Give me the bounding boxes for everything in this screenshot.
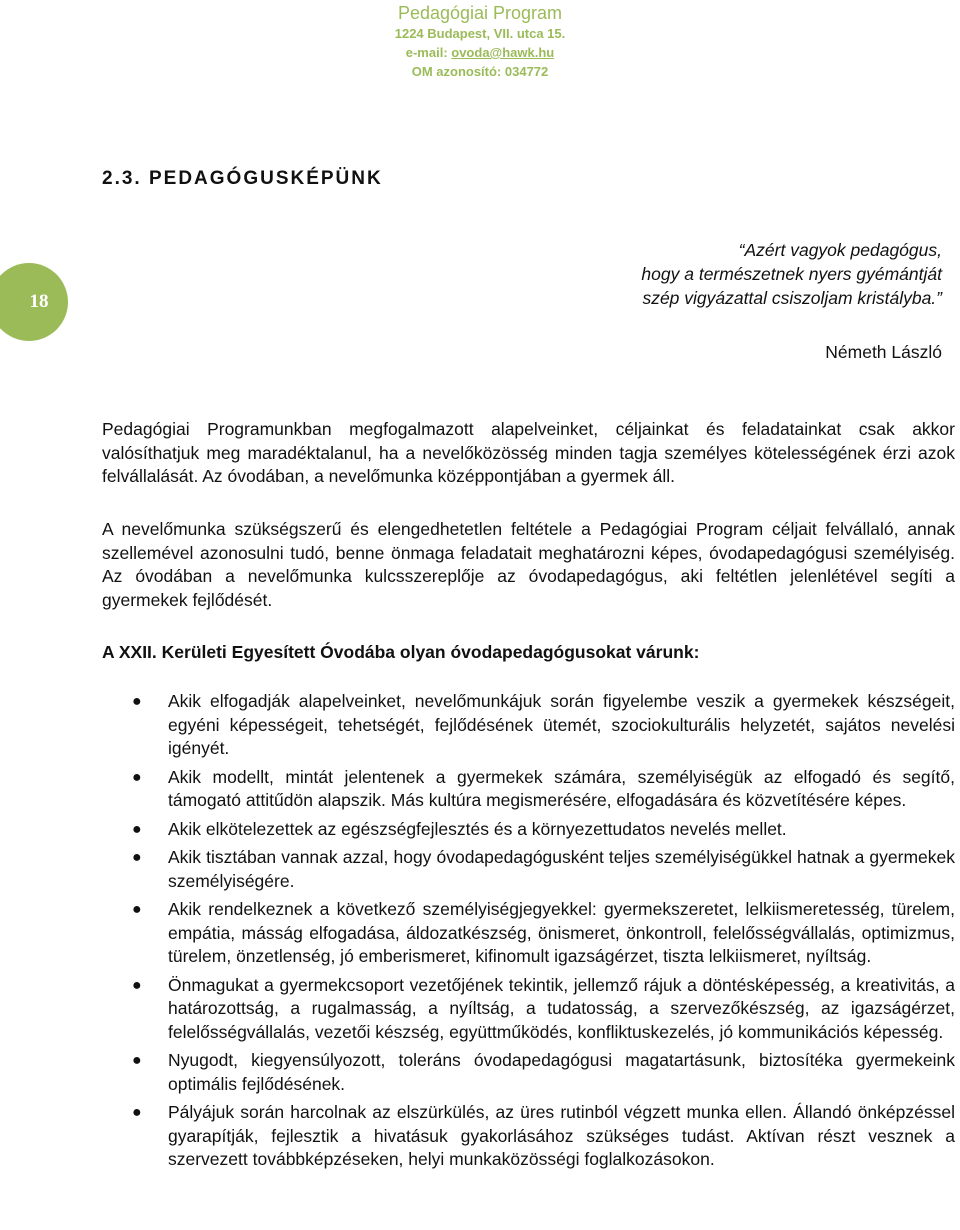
list-heading: A XXII. Kerületi Egyesített Óvodába olyan óvodapedagógusokat várunk: xyxy=(102,642,700,662)
quote-line: szép vigyázattal csiszoljam kristályba.” xyxy=(642,288,942,308)
page-number-badge xyxy=(0,263,68,341)
paragraph-intro: Pedagógiai Programunkban megfogalmazott alapelveinket, céljainkat és feladatainkat csak akkor valósíthatjuk meg maradéktalanul, ha a nevelőközösség minden tagja személyes kötelességének érzi azok felvállalását. Az óvodában, a nevelőmunka középpontjában a gyermek áll. xyxy=(102,419,955,486)
list-item-text: Pályájuk során harcolnak az elszürkülés, az üres rutinból végzett munka ellen. Állandó önképzéssel gyarapítják, fejlesztik a hivatásuk gyakorlásához szükséges tudást. Aktívan részt vesznek a szervezett továbbképzéseken, helyi munkaközösségi foglalkozásokon. xyxy=(168,1102,955,1169)
bullet-icon: ● xyxy=(132,1052,142,1069)
quote-line: “Azért vagyok pedagógus, xyxy=(738,240,942,260)
bullet-icon: ● xyxy=(132,768,142,786)
page-header xyxy=(0,2,960,81)
list-item-text: Akik elfogadják alapelveinket, nevelőmunkájuk során figyelembe veszik a gyermekek készségeit, egyéni képességeit, tehetségét, fejlődésének ütemét, szociokulturális helyzetét, sajátos nevelési igényét. xyxy=(168,691,955,758)
quote-line: hogy a természetnek nyers gyémántját xyxy=(641,264,942,284)
header-om-id: OM azonosító: 034772 xyxy=(411,64,549,79)
header-email-link[interactable]: ovoda@hawk.hu xyxy=(451,45,555,60)
list-item-text: Akik rendelkeznek a következő személyiségjegyekkel: gyermekszeretet, lelkiismeretesség, türelem, empátia, másság elfogadása, áldozatkészség, önismeret, önkontroll, felelősségvállalás, optimizmus, türelem, önzetlenség, jó emberismeret, kifinomult igazságérzet, tiszta lelkiismeret, nyíltság. xyxy=(168,899,955,966)
list-item xyxy=(102,690,955,761)
bullet-icon: ● xyxy=(132,976,142,994)
bullet-icon: ● xyxy=(132,901,142,918)
list-item xyxy=(102,898,955,969)
list-item xyxy=(102,974,955,1045)
page-number: 18 xyxy=(29,291,49,312)
list-item-text: Akik modellt, mintát jelentenek a gyermekek számára, személyiségük az elfogadó és segítő, támogató attitűdön alapszik. Más kultúra megismerésére, elfogadására és közvetítésére képes. xyxy=(168,766,955,810)
list-item-text: Akik elkötelezettek az egészségfejlesztés és a környezettudatos nevelés mellet. xyxy=(168,818,787,839)
quote-author: Németh László xyxy=(825,342,942,362)
list-item xyxy=(102,818,955,842)
header-title: Pedagógiai Program xyxy=(397,3,563,23)
header-address: 1224 Budapest, VII. utca 15. xyxy=(394,26,566,41)
list-item-text: Önmagukat a gyermekcsoport vezetőjének tekintik, jellemző rájuk a döntésképesség, a kreativitás, a határozottság, a rugalmasság, a nyíltság, a tudatosság, a szervezőkészség, az igazságérzet, felelősségvállalás, vezetői készség, együttműködés, konfliktuskezelés, jó kommunikációs képesség. xyxy=(168,974,955,1042)
bullet-icon: ● xyxy=(132,1104,142,1121)
header-email-label: e-mail: xyxy=(405,45,452,60)
list-item-text: Nyugodt, kiegyensúlyozott, toleráns óvodapedagógusi magatartásunk, biztosítéka gyermekeink optimális fejlődésének. xyxy=(168,1050,955,1094)
expectations-list xyxy=(102,690,955,1177)
list-item xyxy=(102,1101,955,1172)
header-email-line xyxy=(0,43,960,62)
list-item-text: Akik tisztában vannak azzal, hogy óvodapedagógusként teljes személyiségükkel hatnak a gyermekek személyiségére. xyxy=(168,847,955,891)
bullet-icon: ● xyxy=(132,849,142,866)
quote xyxy=(641,238,942,310)
list-item xyxy=(102,1049,955,1096)
paragraph-role: A nevelőmunka szükségszerű és elengedhetetlen feltétele a Pedagógiai Program céljait felvállaló, annak szellemével azonosulni tudó, benne önmaga feladatait meghatározni képes, óvodapedagógusi személyiség. Az óvodában a nevelőmunka kulcsszereplője az óvodapedagógus, aki feltétlen jelenlétével segíti a gyermekek fejlődését. xyxy=(102,519,955,610)
list-item xyxy=(102,846,955,893)
bullet-icon: ● xyxy=(132,820,142,838)
bullet-icon: ● xyxy=(132,693,142,710)
list-item xyxy=(102,766,955,813)
section-heading: 2.3. PEDAGÓGUSKÉPÜNK xyxy=(102,168,383,189)
